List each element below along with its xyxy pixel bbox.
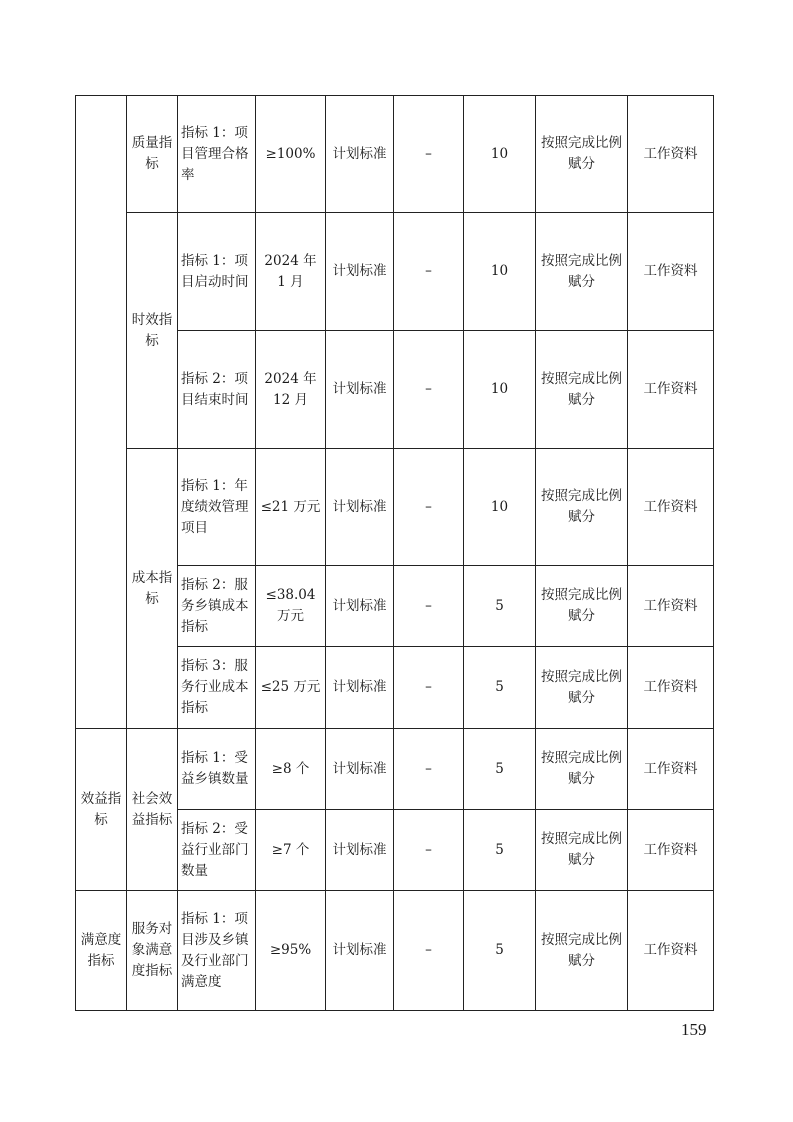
scoring-method-cell: 按照完成比例赋分 [536, 96, 628, 213]
indicator-name-cell: 指标 1：年度绩效管理项目 [178, 449, 256, 566]
dash-cell: – [394, 566, 464, 647]
target-value-cell: ≥7 个 [256, 810, 326, 891]
performance-indicator-table [75, 95, 714, 1011]
scoring-method-cell: 按照完成比例赋分 [536, 566, 628, 647]
category-level2-cell: 服务对象满意度指标 [127, 891, 178, 1011]
indicator-name-cell: 指标 3：服务行业成本指标 [178, 647, 256, 729]
score-cell: 5 [464, 647, 536, 729]
category-level2-cell: 时效指标 [127, 213, 178, 449]
data-source-cell: 工作资料 [628, 96, 714, 213]
dash-cell: – [394, 810, 464, 891]
scoring-method-cell: 按照完成比例赋分 [536, 331, 628, 449]
standard-cell: 计划标准 [326, 96, 394, 213]
indicator-name-cell: 指标 2：项目结束时间 [178, 331, 256, 449]
dash-cell: – [394, 449, 464, 566]
category-level2-cell: 成本指标 [127, 449, 178, 729]
score-cell: 10 [464, 449, 536, 566]
table-row [76, 213, 714, 331]
scoring-method-cell: 按照完成比例赋分 [536, 729, 628, 810]
category-level2-cell: 质量指标 [127, 96, 178, 213]
standard-cell: 计划标准 [326, 331, 394, 449]
target-value-cell: ≤38.04 万元 [256, 566, 326, 647]
standard-cell: 计划标准 [326, 810, 394, 891]
data-source-cell: 工作资料 [628, 647, 714, 729]
scoring-method-cell: 按照完成比例赋分 [536, 647, 628, 729]
score-cell: 5 [464, 891, 536, 1011]
target-value-cell: ≥100% [256, 96, 326, 213]
dash-cell: – [394, 729, 464, 810]
scoring-method-cell: 按照完成比例赋分 [536, 213, 628, 331]
target-value-cell: 2024 年 1 月 [256, 213, 326, 331]
dash-cell: – [394, 331, 464, 449]
category-level1-cell: 效益指标 [76, 729, 127, 891]
data-source-cell: 工作资料 [628, 729, 714, 810]
indicator-name-cell: 指标 1：项目涉及乡镇及行业部门满意度 [178, 891, 256, 1011]
indicator-name-cell: 指标 2：服务乡镇成本指标 [178, 566, 256, 647]
data-source-cell: 工作资料 [628, 566, 714, 647]
dash-cell: – [394, 96, 464, 213]
category-level1-cell: 满意度指标 [76, 891, 127, 1011]
dash-cell: – [394, 647, 464, 729]
standard-cell: 计划标准 [326, 647, 394, 729]
standard-cell: 计划标准 [326, 729, 394, 810]
standard-cell: 计划标准 [326, 566, 394, 647]
score-cell: 5 [464, 729, 536, 810]
indicator-name-cell: 指标 1：项目启动时间 [178, 213, 256, 331]
standard-cell: 计划标准 [326, 449, 394, 566]
table-row [76, 449, 714, 566]
data-source-cell: 工作资料 [628, 213, 714, 331]
data-source-cell: 工作资料 [628, 810, 714, 891]
target-value-cell: ≤25 万元 [256, 647, 326, 729]
standard-cell: 计划标准 [326, 213, 394, 331]
data-source-cell: 工作资料 [628, 449, 714, 566]
indicator-name-cell: 指标 1：项目管理合格率 [178, 96, 256, 213]
table-row [76, 891, 714, 1011]
score-cell: 10 [464, 331, 536, 449]
dash-cell: – [394, 891, 464, 1011]
table-row [76, 729, 714, 810]
page-number: 159 [681, 1020, 707, 1039]
category-level2-cell: 社会效益指标 [127, 729, 178, 891]
indicator-name-cell: 指标 1：受益乡镇数量 [178, 729, 256, 810]
target-value-cell: 2024 年 12 月 [256, 331, 326, 449]
category-level1-cell [76, 96, 127, 729]
data-source-cell: 工作资料 [628, 331, 714, 449]
score-cell: 5 [464, 566, 536, 647]
target-value-cell: ≥95% [256, 891, 326, 1011]
scoring-method-cell: 按照完成比例赋分 [536, 810, 628, 891]
target-value-cell: ≥8 个 [256, 729, 326, 810]
scoring-method-cell: 按照完成比例赋分 [536, 449, 628, 566]
indicator-name-cell: 指标 2：受益行业部门数量 [178, 810, 256, 891]
data-source-cell: 工作资料 [628, 891, 714, 1011]
table-row [76, 96, 714, 213]
score-cell: 10 [464, 213, 536, 331]
standard-cell: 计划标准 [326, 891, 394, 1011]
scoring-method-cell: 按照完成比例赋分 [536, 891, 628, 1011]
score-cell: 5 [464, 810, 536, 891]
target-value-cell: ≤21 万元 [256, 449, 326, 566]
score-cell: 10 [464, 96, 536, 213]
dash-cell: – [394, 213, 464, 331]
